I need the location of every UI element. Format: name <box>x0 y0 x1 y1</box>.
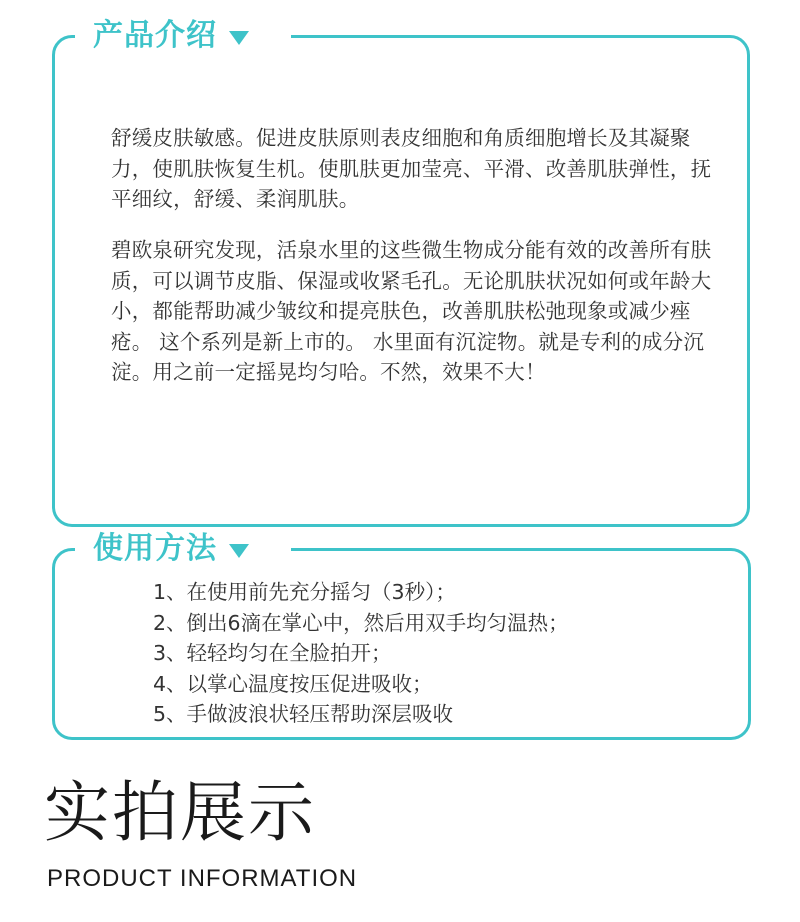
intro-paragraph: 舒缓皮肤敏感。促进皮肤原则表皮细胞和角质细胞增长及其凝聚力，使肌肤恢复生机。使肌肤更加莹亮、平滑、改善肌肤弹性，抚平细纹，舒缓、柔润肌肤。 <box>111 126 712 211</box>
usage-step: 2、倒出6滴在掌心中，然后用双手均匀温热； <box>153 610 569 635</box>
usage-step: 3、轻轻均匀在全脸拍开； <box>153 641 392 666</box>
usage-title: 使用方法 <box>93 531 217 566</box>
triangle-down-icon <box>229 544 249 558</box>
usage-step: 5、手做波浪状轻压帮助深层吸收 <box>153 702 454 727</box>
usage-panel <box>52 531 751 740</box>
usage-step: 1、在使用前先充分摇匀（3秒）； <box>153 580 456 604</box>
triangle-down-icon <box>229 31 249 45</box>
usage-steps-list <box>153 577 569 730</box>
intro-paragraph: 碧欧泉研究发现，活泉水里的这些微生物成分能有效的改善所有肤质，可以调节皮脂、保湿或收紧毛孔。无论肌肤状况如何或年龄大小，都能帮助减少皱纹和提亮肤色，改善肌肤松弛现象或减少痤疮。 这个系列是新上市的。 水里面有沉淀物。就是专利的成分沉淀。用之前一定摇晃均匀哈。不然，效果不大！ <box>111 238 712 384</box>
product-intro-heading <box>75 16 291 56</box>
usage-heading <box>75 529 291 569</box>
product-intro-panel <box>52 18 750 527</box>
product-intro-title: 产品介绍 <box>93 18 217 53</box>
usage-step: 4、以掌心温度按压促进吸收； <box>153 671 433 696</box>
gallery-title: 实拍展示 <box>44 774 316 851</box>
gallery-subtitle: PRODUCT INFORMATION <box>47 865 358 892</box>
